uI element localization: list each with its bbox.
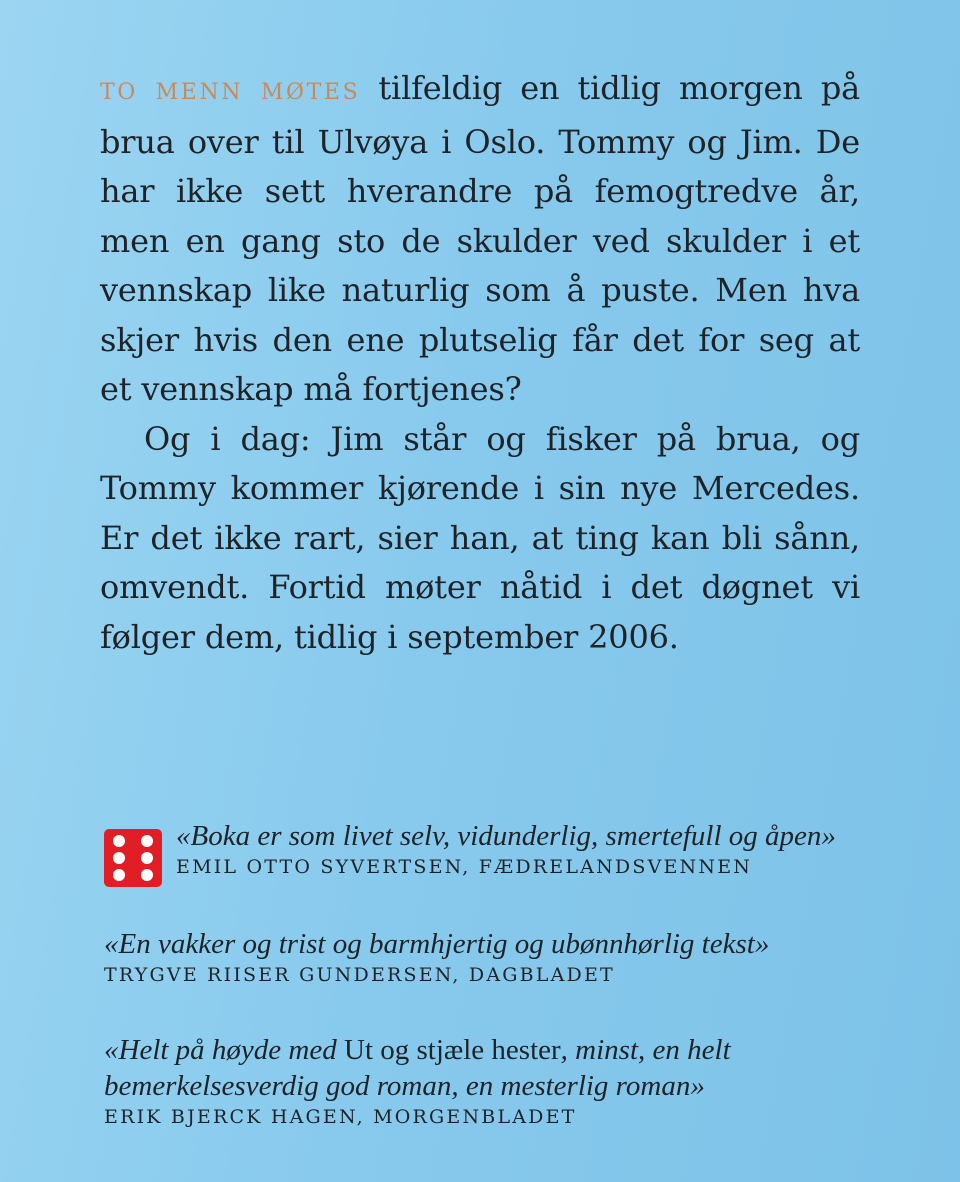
quote-text (104, 1032, 804, 1104)
review-quote-3 (104, 1032, 804, 1128)
review-quote-2 (104, 926, 769, 986)
quote-source: EMIL OTTO SYVERTSEN, FÆDRELANDSVENNEN (176, 856, 753, 878)
blurb-lead-in: TO MENN MØTES (100, 80, 361, 105)
quote-source: ERIK BJERCK HAGEN, MORGENBLADET (104, 1106, 577, 1128)
dice-six-icon (104, 829, 162, 887)
quote-text-part: «Helt på høyde med (104, 1034, 344, 1066)
quoted-book-title: Ut og stjæle hester (344, 1034, 561, 1066)
blurb-text (100, 64, 860, 662)
quote-text: «En vakker og trist og barmhjertig og ubønnhørlig tekst» (104, 928, 770, 960)
quote-text-part: , minst, en helt bemerkelsesverdig god roman, en mesterlig roman» (104, 1034, 731, 1102)
blurb-paragraph-1 (100, 64, 860, 415)
review-quote-1 (176, 818, 836, 878)
quote-text: «Boka er som livet selv, vidunderlig, smertefull og åpen» (176, 820, 836, 852)
quote-source: TRYGVE RIISER GUNDERSEN, DAGBLADET (104, 964, 615, 986)
blurb-paragraph-1-body: tilfeldig en tidlig morgen på brua over til Ulvøya i Oslo. Tommy og Jim. De har ikke sett hverandre på femogtredve år, men en gang sto de skulder ved skulder i et vennskap like naturlig som å puste. Men hva skjer hvis den ene plutselig får det for seg at et vennskap må fortjenes? (100, 69, 860, 408)
blurb-paragraph-2: Og i dag: Jim står og fisker på brua, og Tommy kommer kjørende i sin nye Mercedes. Er det ikke rart, sier han, at ting kan bli sånn, omvendt. Fortid møter nåtid i det døgnet vi følger dem, tidlig i september 2006. (100, 419, 860, 656)
